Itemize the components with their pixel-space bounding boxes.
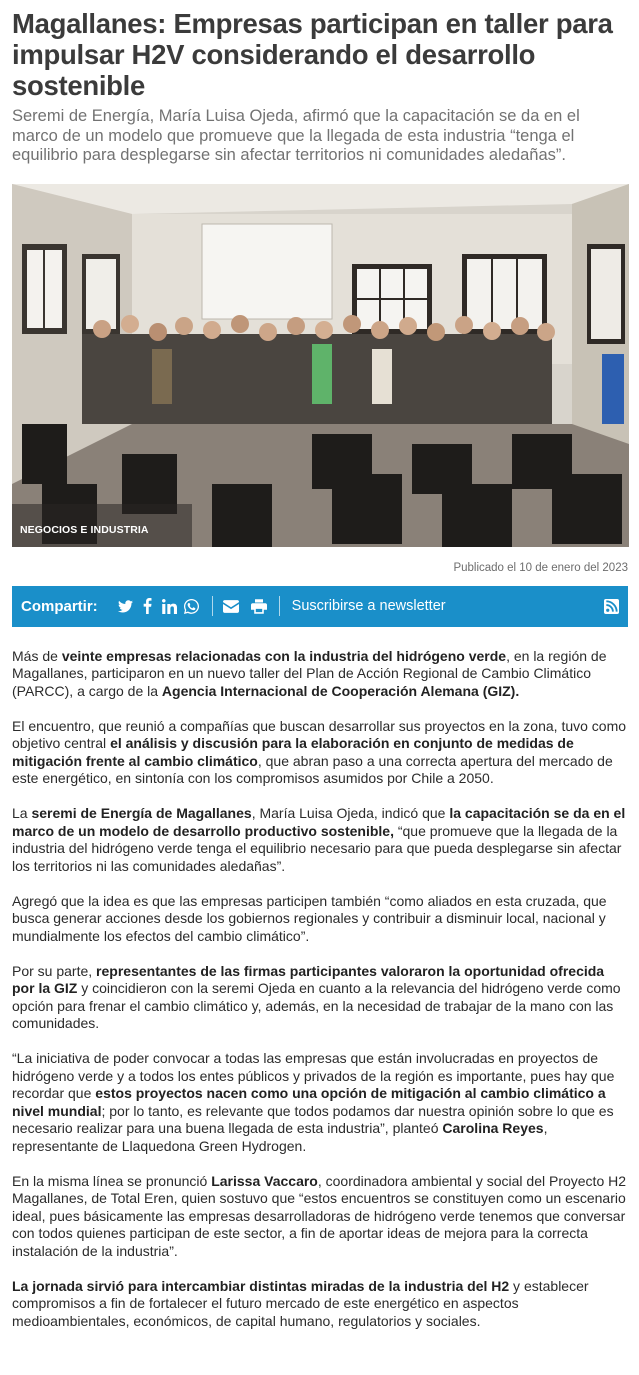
article-paragraph: [12, 718, 628, 788]
email-icon[interactable]: [221, 596, 241, 616]
paragraph-text: Más de: [12, 647, 62, 664]
article-subtitle: Seremi de Energía, María Luisa Ojeda, afirmó que la capacitación se da en el marco de un modelo que promueve que la llegada de esta industria “tenga el equilibrio para desplegarse sin afectar territorios ni comunidades aledañas”.: [12, 107, 580, 164]
paragraph-text: ; por lo tanto, es relevante que todos podamos dar nuestra opinión sobre lo que es necesario realizar para una buena llegada de esta industria”, planteó: [12, 1102, 614, 1136]
share-divider: [212, 596, 213, 616]
paragraph-text: , representante de Llaquedona Green Hydrogen.: [12, 1120, 548, 1154]
hero-photo: [12, 184, 629, 547]
page-title: Magallanes: Empresas participan en taller para impulsar H2V considerando el desarrollo sostenible: [12, 8, 613, 101]
paragraph-text: El encuentro, que reunió a compañías que buscan desarrollar sus proyectos en la zona, tuvo como objetivo central: [12, 717, 627, 751]
bold-text: seremi de Energía de Magallanes: [31, 805, 252, 821]
paragraph-text: “La iniciativa de poder convocar a todas las empresas que están involucradas en proyectos de hidrógeno verde y a todos los entes públicos y privados de la región es importante, pues hay que recordar que: [12, 1050, 615, 1101]
bold-text: representantes de las firmas participantes valoraron la oportunidad ofrecida por la GIZ: [12, 962, 605, 996]
bold-text: Agencia Internacional de Cooperación Alemana (GIZ).: [161, 682, 520, 699]
bold-text: veinte empresas relacionadas con la industria del hidrógeno verde: [61, 647, 507, 664]
newsletter-link[interactable]: Suscribirse a newsletter: [291, 598, 446, 614]
article-paragraph: [12, 1278, 628, 1331]
facebook-icon[interactable]: [138, 596, 158, 616]
publish-date: Publicado el 10 de enero del 2023: [453, 561, 628, 574]
bold-text: Carolina Reyes: [442, 1120, 544, 1136]
category-tag[interactable]: NEGOCIOS E INDUSTRIA: [20, 523, 149, 536]
print-icon[interactable]: [249, 596, 269, 616]
share-bar: [12, 586, 628, 627]
paragraph-text: y coincidieron con la seremi Ojeda en cuanto a la relevancia del hidrógeno verde como opción para frenar el cambio climático y, además, en la necesidad de trabajar de la mano con las comunidades.: [12, 980, 621, 1031]
bold-text: La jornada sirvió para intercambiar distintas miradas de la industria del H2: [12, 1277, 510, 1294]
linkedin-icon[interactable]: [160, 596, 180, 616]
paragraph-text: , María Luisa Ojeda, indicó que: [251, 805, 450, 821]
paragraph-text: , en la región de Magallanes, participaron en un nuevo taller del Plan de Acción Regional de Cambio Climático (PARCC), a cargo de la: [12, 647, 607, 699]
article-paragraph: [12, 893, 628, 946]
twitter-icon[interactable]: [116, 596, 136, 616]
paragraph-text: Por su parte,: [12, 962, 97, 979]
article-container: [0, 8, 639, 1330]
paragraph-text: “que promueve que la llegada de la industria del hidrógeno verde tenga el equilibrio necesario para que pueda desplegarse sin afectar los territorios ni las comunidades aledañas”.: [12, 822, 622, 874]
article-paragraph: [12, 805, 628, 875]
paragraph-text: La: [12, 805, 32, 821]
share-label: Compartir:: [21, 597, 98, 615]
paragraph-text: Agregó que la idea es que las empresas participen también “como aliados en esta cruzada, que busca generar acciones desde los gobiernos regionales y contribuir a disminuir local, nacional y mundialmente los efectos del cambio climático”.: [12, 892, 607, 944]
article-paragraph: [12, 1173, 628, 1261]
bold-text: estos proyectos nacen como una opción de mitigación al cambio climático a nivel mundial: [12, 1085, 606, 1119]
bold-text: Larissa Vaccaro: [211, 1172, 318, 1189]
article-body: [12, 648, 628, 1331]
whatsapp-icon[interactable]: [182, 596, 202, 616]
bold-text: el análisis y discusión para la elaboración en conjunto de medidas de mitigación frente al cambio climático: [12, 735, 574, 769]
article-paragraph: [12, 1050, 628, 1155]
article-paragraph: [12, 963, 628, 1033]
paragraph-text: En la misma línea se pronunció: [12, 1172, 212, 1189]
share-divider: [279, 596, 280, 616]
paragraph-text: , coordinadora ambiental y social del Proyecto H2 Magallanes, de Total Eren, quien sostuvo que “estos encuentros se constituyen como un escenario ideal, pues básicamente las empresas desarrolladoras de hidrógeno verde tenemos que conversar con todos quienes participan de este sector, a fin de aportar ideas de mejora para la correcta instalación de la industria”.: [12, 1172, 627, 1259]
group-photo-illustration: [12, 184, 629, 547]
rss-icon[interactable]: [604, 599, 619, 614]
article-paragraph: [12, 648, 628, 701]
bold-text: la capacitación se da en el marco de un modelo de desarrollo productivo sostenible,: [12, 805, 626, 839]
paragraph-text: y establecer compromisos a fin de fortalecer el futuro mercado de este energético en aspectos medioambientales, económicos, de capital humano, regulatorios y sociales.: [12, 1277, 589, 1329]
paragraph-text: , que abran paso a una correcta apertura del mercado de este energético, en sintonía con los compromisos asumidos por Chile a 2050.: [12, 752, 613, 786]
